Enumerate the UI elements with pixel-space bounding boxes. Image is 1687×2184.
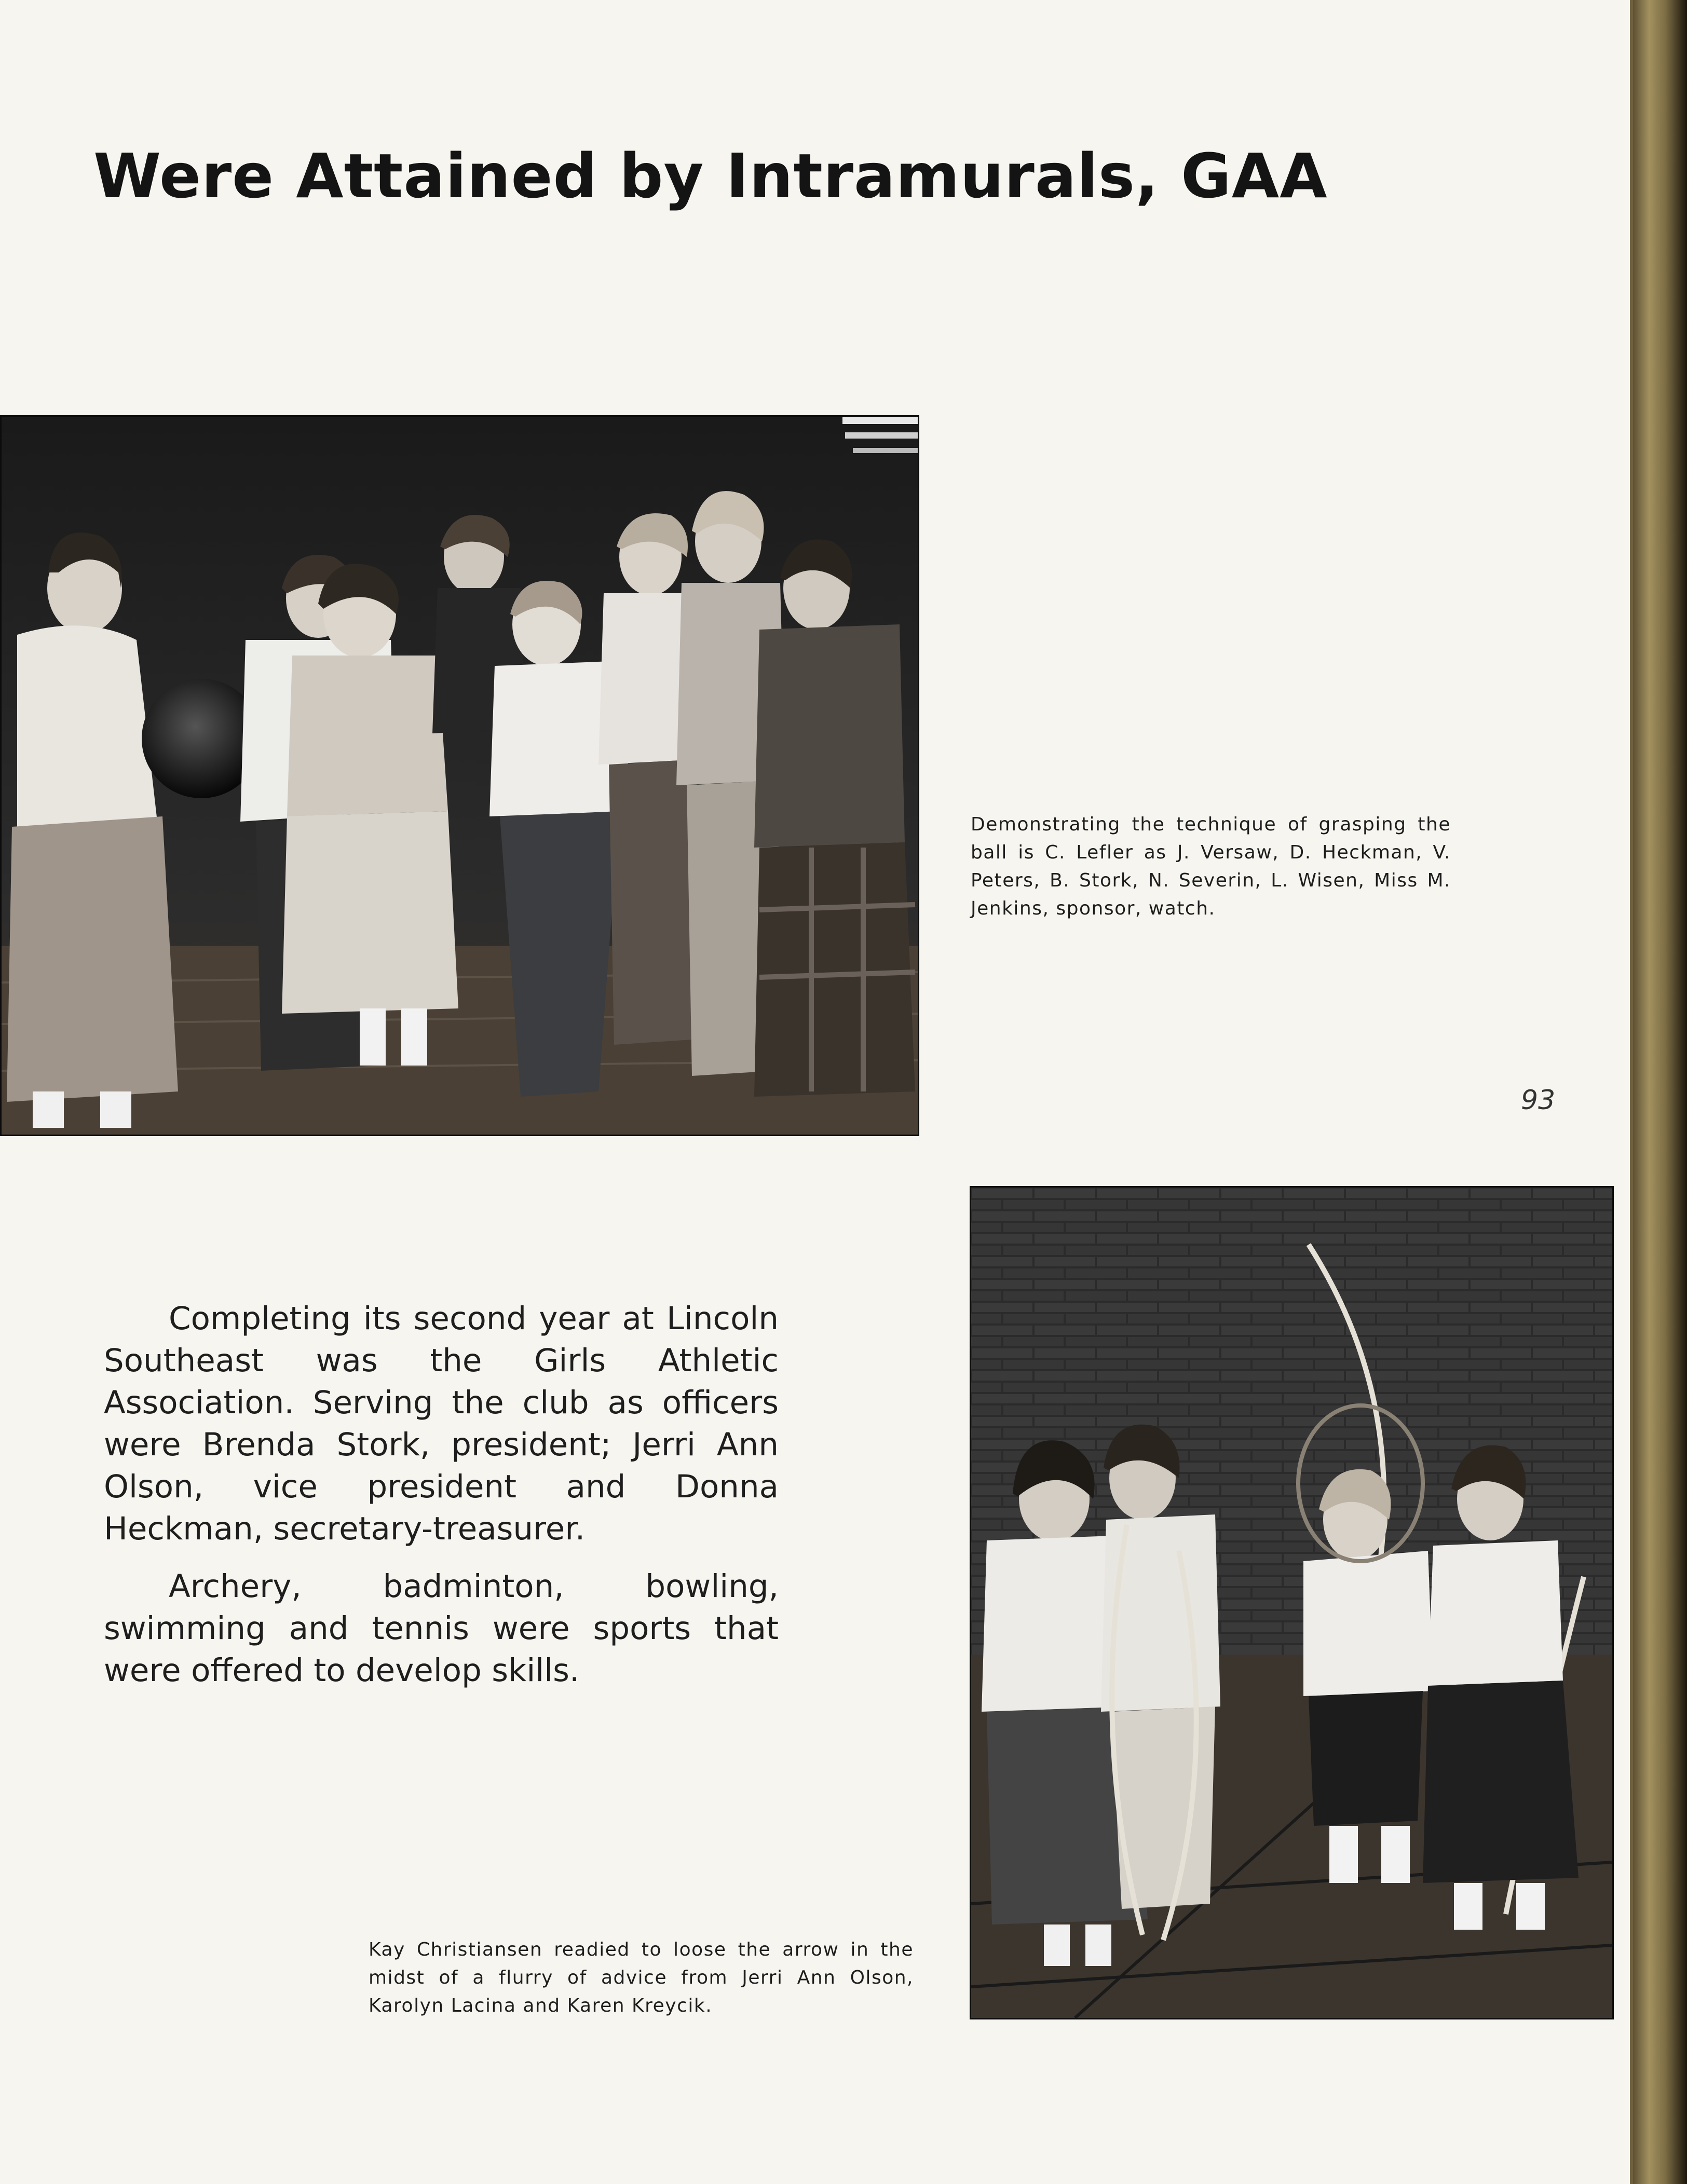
book-binding-edge bbox=[1633, 0, 1687, 2184]
body-copy bbox=[104, 1298, 779, 1707]
page-number: 93 bbox=[1521, 1085, 1556, 1116]
archery-photo-caption: Kay Christiansen readied to loose the arrow in the midst of a flurry of advice from Jerri Ann Olson, Karolyn Lacina and Karen Kreycik. bbox=[369, 1939, 914, 2016]
archery-group-photo bbox=[970, 1186, 1614, 2019]
bowling-photo-caption: Demonstrating the technique of grasping the ball is C. Lefler as J. Versaw, D. Heckman, V. Peters, B. Stork, N. Severin, L. Wisen, Miss M. Jenkins, sponsor, watch. bbox=[971, 814, 1451, 919]
body-paragraph: Completing its second year at Lincoln Southeast was the Girls Athletic Association. Serving the club as officers were Brenda Stork, president; Jerri Ann Olson, vice president and Donna Heckman, secretary-treasurer. bbox=[104, 1300, 779, 1547]
body-paragraph: Archery, badminton, bowling, swimming and tennis were sports that were offered to develop skills. bbox=[104, 1568, 779, 1689]
bowling-group-photo bbox=[0, 415, 919, 1136]
page-headline: Were Attained by Intramurals, GAA bbox=[93, 140, 1328, 212]
